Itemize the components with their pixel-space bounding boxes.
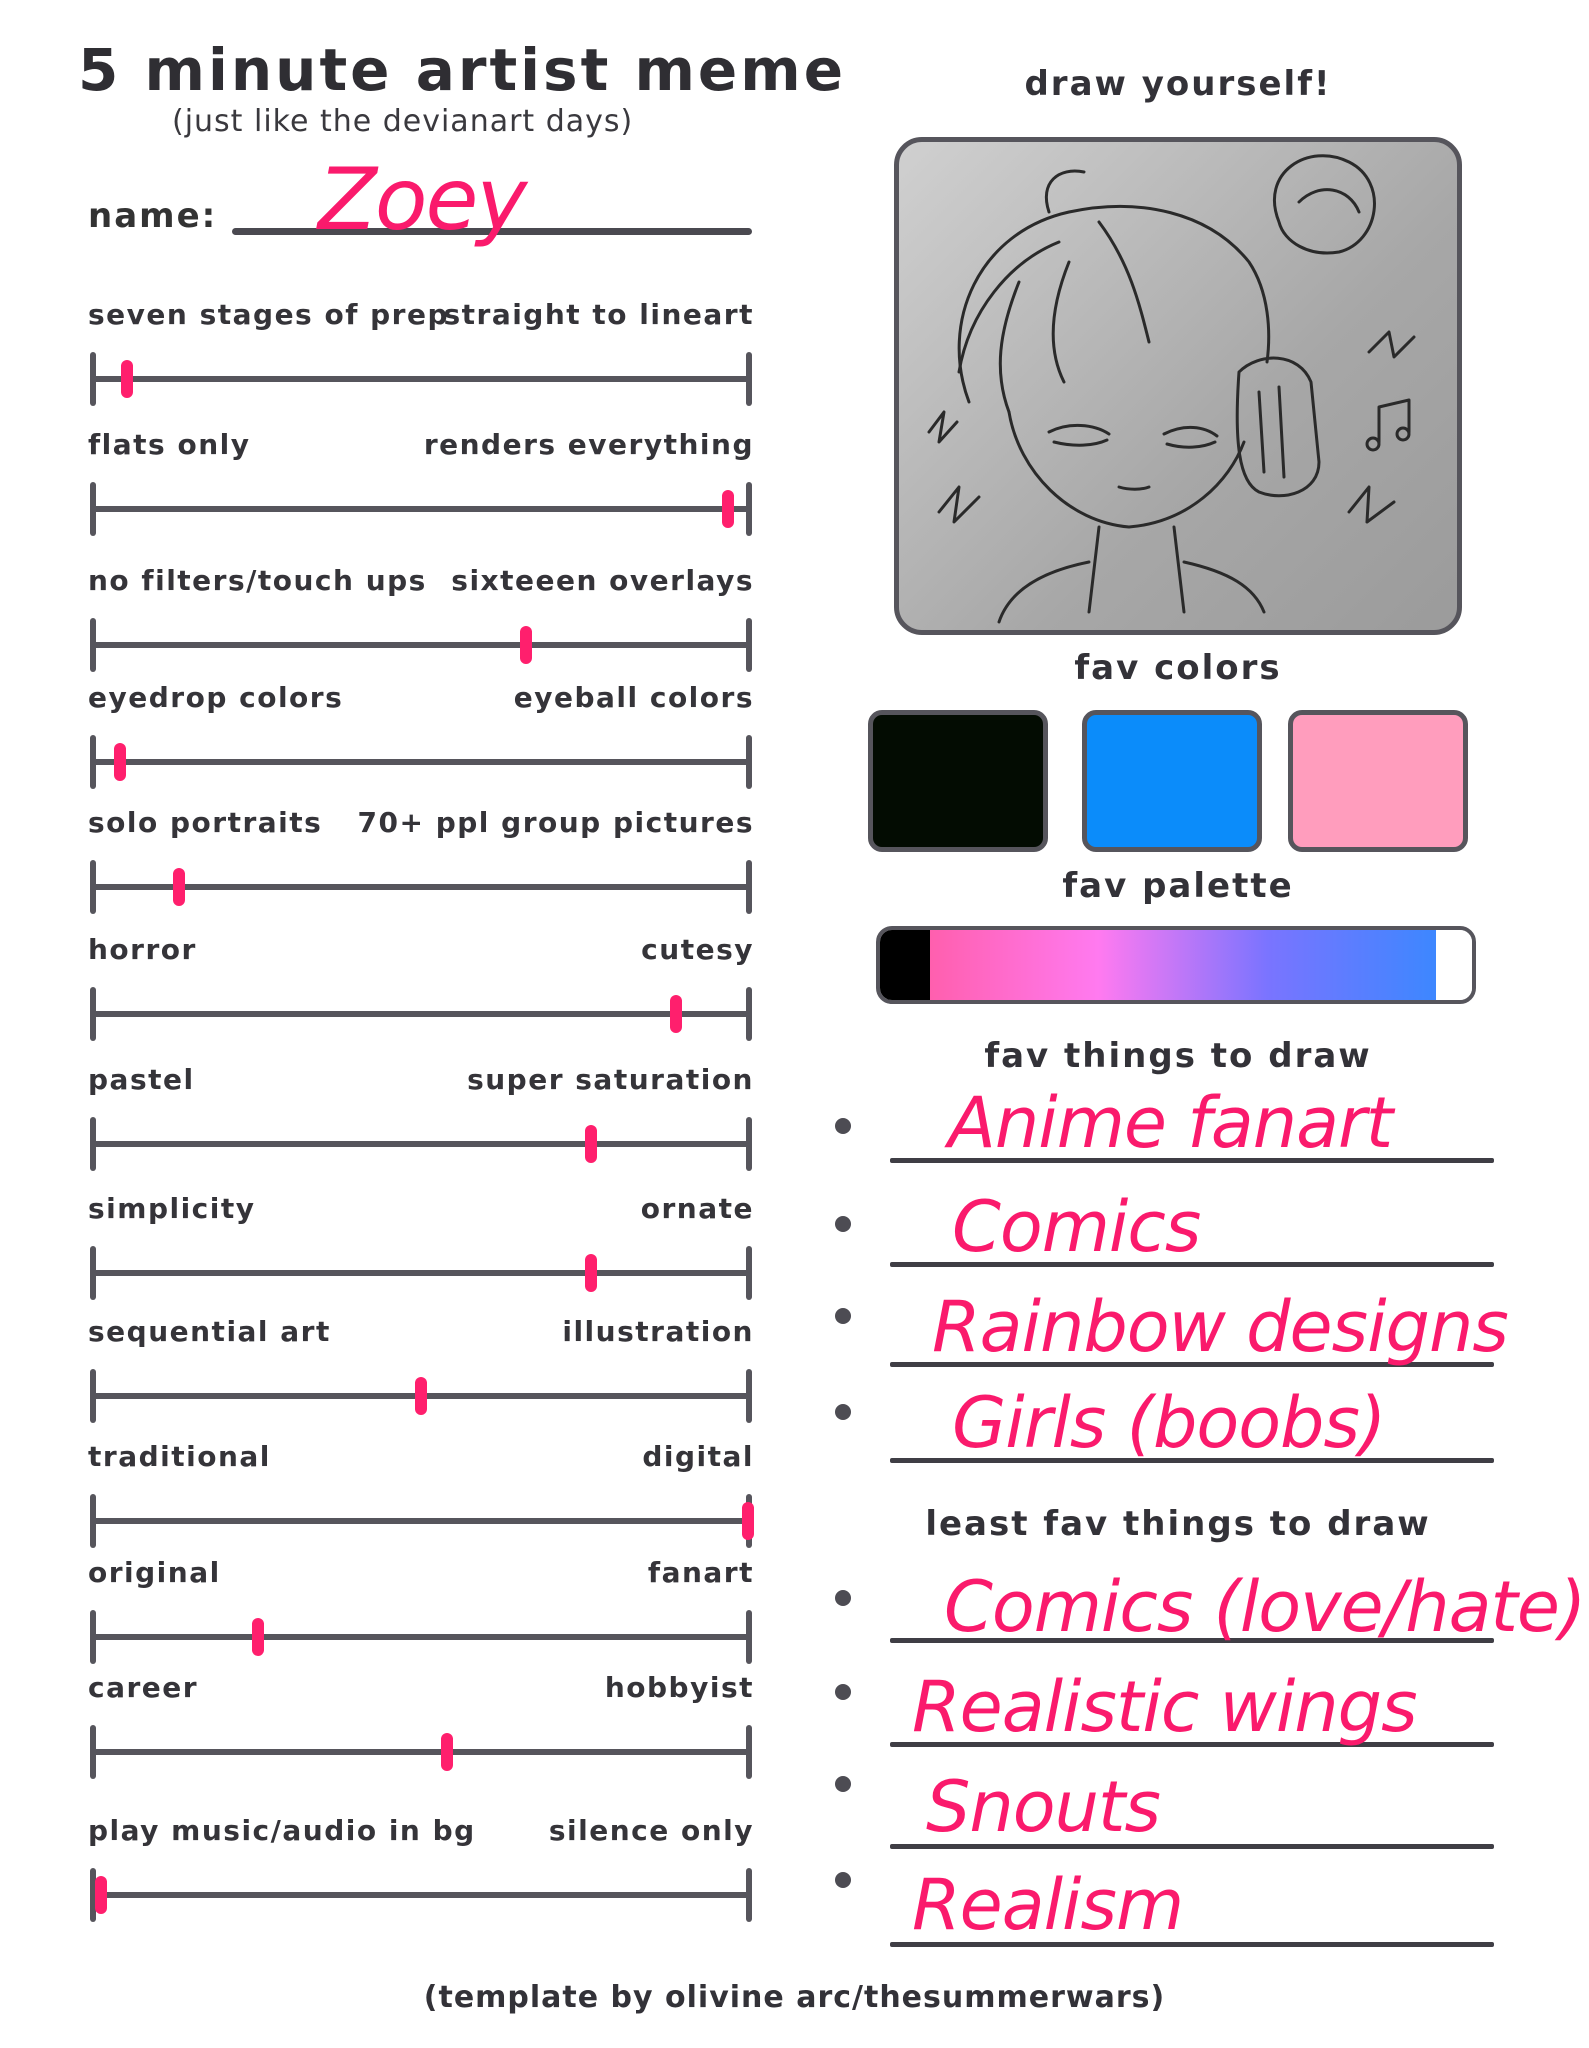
slider-career[interactable] bbox=[88, 1671, 754, 1781]
least-fav-thing-bullet bbox=[835, 1776, 851, 1792]
slider-marker[interactable] bbox=[252, 1618, 264, 1656]
slider-prep[interactable] bbox=[88, 298, 754, 408]
fav-thing-bullet bbox=[835, 1118, 851, 1134]
fav-color-swatch-2[interactable] bbox=[1082, 710, 1262, 852]
slider-cap-right bbox=[746, 1610, 752, 1664]
slider-track[interactable] bbox=[92, 376, 750, 382]
fav-thing-item-1[interactable]: Anime fanart bbox=[948, 1082, 1393, 1164]
slider-right-label: illustration bbox=[562, 1315, 754, 1348]
slider-right-label: sixteeen overlays bbox=[451, 564, 754, 597]
slider-marker[interactable] bbox=[114, 743, 126, 781]
slider-marker[interactable] bbox=[585, 1125, 597, 1163]
slider-cap-right bbox=[746, 1369, 752, 1423]
slider-left-label: flats only bbox=[88, 428, 251, 461]
slider-left-label: seven stages of prep bbox=[88, 298, 450, 331]
fav-color-swatch-1[interactable] bbox=[868, 710, 1048, 852]
slider-track[interactable] bbox=[92, 1011, 750, 1017]
slider-left-label: career bbox=[88, 1671, 199, 1704]
slider-right-label: renders everything bbox=[423, 428, 754, 461]
slider-right-label: eyeball colors bbox=[513, 681, 754, 714]
self-portrait-drawing bbox=[899, 142, 1457, 630]
slider-marker[interactable] bbox=[441, 1733, 453, 1771]
fav-color-swatch-3[interactable] bbox=[1288, 710, 1468, 852]
slider-filters[interactable] bbox=[88, 564, 754, 674]
least-fav-things-heading: least fav things to draw bbox=[925, 1504, 1431, 1544]
slider-right-label: 70+ ppl group pictures bbox=[357, 806, 754, 839]
fav-colors-heading: fav colors bbox=[1074, 648, 1282, 688]
slider-track[interactable] bbox=[92, 506, 750, 512]
fav-thing-item-2[interactable]: Comics bbox=[952, 1186, 1201, 1268]
slider-right-label: digital bbox=[642, 1440, 754, 1473]
fav-thing-bullet bbox=[835, 1404, 851, 1420]
slider-left-label: no filters/touch ups bbox=[88, 564, 427, 597]
slider-track[interactable] bbox=[92, 1749, 750, 1755]
slider-cap-right bbox=[746, 987, 752, 1041]
fav-thing-item-3[interactable]: Rainbow designs bbox=[932, 1286, 1508, 1368]
least-fav-thing-bullet bbox=[835, 1590, 851, 1606]
slider-marker[interactable] bbox=[742, 1502, 754, 1540]
slider-cap-left bbox=[90, 860, 96, 914]
fav-palette-bar[interactable] bbox=[876, 926, 1476, 1004]
slider-track[interactable] bbox=[92, 642, 750, 648]
slider-cap-right bbox=[746, 860, 752, 914]
fav-thing-bullet bbox=[835, 1308, 851, 1324]
page-title: 5 minute artist meme bbox=[78, 36, 847, 104]
slider-marker[interactable] bbox=[722, 490, 734, 528]
slider-left-label: simplicity bbox=[88, 1192, 256, 1225]
least-fav-thing-item-2[interactable]: Realistic wings bbox=[912, 1666, 1417, 1748]
slider-left-label: solo portraits bbox=[88, 806, 323, 839]
slider-cap-right bbox=[746, 735, 752, 789]
least-fav-thing-item-4[interactable]: Realism bbox=[912, 1864, 1184, 1946]
slider-marker[interactable] bbox=[121, 360, 133, 398]
slider-left-label: horror bbox=[88, 933, 197, 966]
slider-cap-left bbox=[90, 352, 96, 406]
palette-white-segment bbox=[1436, 930, 1472, 1000]
slider-rendering[interactable] bbox=[88, 428, 754, 538]
slider-right-label: cutesy bbox=[641, 933, 754, 966]
slider-right-label: super saturation bbox=[467, 1063, 754, 1096]
slider-cap-left bbox=[90, 482, 96, 536]
slider-cap-left bbox=[90, 1494, 96, 1548]
slider-medium[interactable] bbox=[88, 1440, 754, 1550]
slider-right-label: straight to lineart bbox=[443, 298, 754, 331]
least-fav-thing-bullet bbox=[835, 1684, 851, 1700]
slider-left-label: sequential art bbox=[88, 1315, 331, 1348]
slider-audio[interactable] bbox=[88, 1814, 754, 1924]
slider-left-label: traditional bbox=[88, 1440, 271, 1473]
slider-left-label: original bbox=[88, 1556, 221, 1589]
slider-group[interactable] bbox=[88, 806, 754, 916]
slider-right-label: ornate bbox=[640, 1192, 754, 1225]
fav-thing-item-4[interactable]: Girls (boobs) bbox=[952, 1382, 1386, 1464]
slider-format[interactable] bbox=[88, 1315, 754, 1425]
slider-cap-right bbox=[746, 1117, 752, 1171]
slider-marker[interactable] bbox=[670, 995, 682, 1033]
slider-right-label: fanart bbox=[647, 1556, 754, 1589]
slider-cap-left bbox=[90, 987, 96, 1041]
self-portrait-canvas[interactable] bbox=[894, 137, 1462, 635]
slider-right-label: hobbyist bbox=[604, 1671, 754, 1704]
slider-track[interactable] bbox=[92, 884, 750, 890]
slider-cap-left bbox=[90, 1610, 96, 1664]
slider-track[interactable] bbox=[92, 1634, 750, 1640]
slider-cap-right bbox=[746, 482, 752, 536]
slider-cap-right bbox=[746, 1246, 752, 1300]
palette-black-segment bbox=[880, 930, 930, 1000]
slider-cap-left bbox=[90, 1725, 96, 1779]
palette-gradient-segment bbox=[930, 930, 1436, 1000]
slider-complexity[interactable] bbox=[88, 1192, 754, 1302]
slider-track[interactable] bbox=[92, 1518, 750, 1524]
least-fav-thing-item-3[interactable]: Snouts bbox=[926, 1766, 1160, 1848]
slider-left-label: pastel bbox=[88, 1063, 195, 1096]
slider-cap-right bbox=[746, 618, 752, 672]
slider-cap-left bbox=[90, 1369, 96, 1423]
slider-cap-right bbox=[746, 352, 752, 406]
slider-right-label: silence only bbox=[548, 1814, 754, 1847]
slider-marker[interactable] bbox=[585, 1254, 597, 1292]
least-fav-thing-bullet bbox=[835, 1872, 851, 1888]
slider-cap-left bbox=[90, 1117, 96, 1171]
slider-track[interactable] bbox=[92, 1892, 750, 1898]
slider-cap-right bbox=[746, 1868, 752, 1922]
fav-things-heading: fav things to draw bbox=[984, 1036, 1372, 1076]
name-value[interactable]: Zoey bbox=[318, 150, 526, 250]
slider-marker[interactable] bbox=[520, 626, 532, 664]
slider-marker[interactable] bbox=[173, 868, 185, 906]
slider-cap-left bbox=[90, 618, 96, 672]
slider-marker[interactable] bbox=[95, 1876, 107, 1914]
slider-left-label: eyedrop colors bbox=[88, 681, 344, 714]
slider-marker[interactable] bbox=[415, 1377, 427, 1415]
least-fav-thing-item-1[interactable]: Comics (love/hate) bbox=[944, 1566, 1586, 1648]
slider-left-label: play music/audio in bg bbox=[88, 1814, 476, 1847]
slider-original[interactable] bbox=[88, 1556, 754, 1666]
slider-track[interactable] bbox=[92, 1270, 750, 1276]
slider-colors[interactable] bbox=[88, 681, 754, 791]
fav-thing-bullet bbox=[835, 1216, 851, 1232]
slider-saturation[interactable] bbox=[88, 1063, 754, 1173]
page-subtitle: (just like the devianart days) bbox=[172, 104, 634, 139]
name-label: name: bbox=[88, 196, 218, 236]
draw-yourself-heading: draw yourself! bbox=[1024, 64, 1332, 104]
slider-track[interactable] bbox=[92, 1141, 750, 1147]
slider-cap-left bbox=[90, 735, 96, 789]
slider-cap-left bbox=[90, 1246, 96, 1300]
slider-tone[interactable] bbox=[88, 933, 754, 1043]
slider-cap-right bbox=[746, 1725, 752, 1779]
slider-track[interactable] bbox=[92, 759, 750, 765]
template-credit: (template by olivine arc/thesummerwars) bbox=[423, 1980, 1166, 2015]
fav-palette-heading: fav palette bbox=[1062, 866, 1294, 906]
